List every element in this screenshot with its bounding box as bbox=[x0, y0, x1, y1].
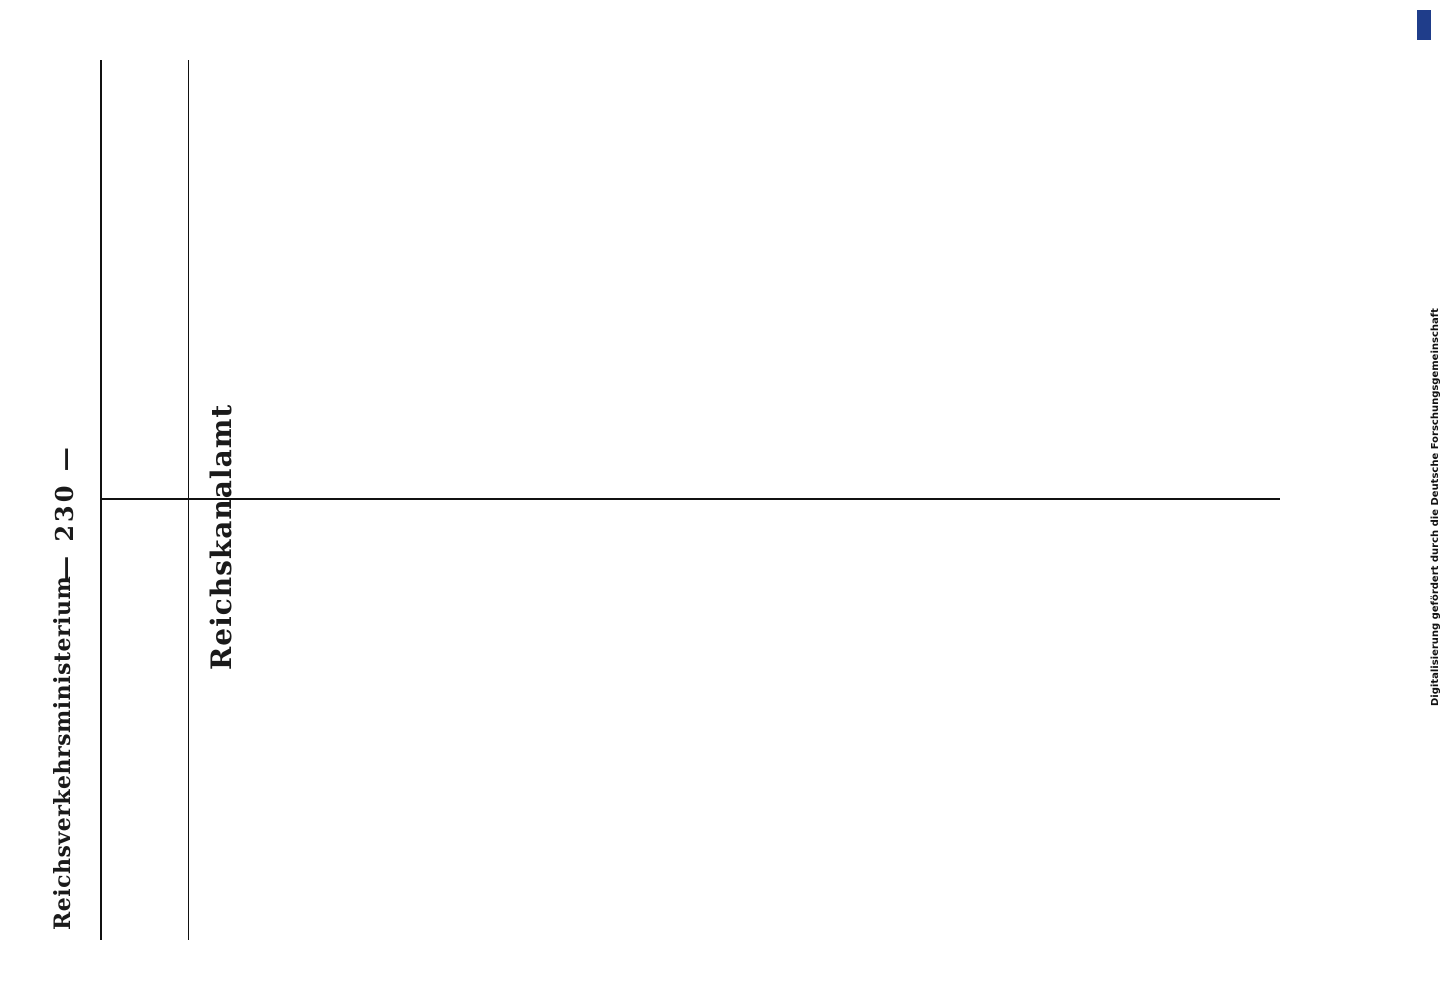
column-divider bbox=[100, 498, 1280, 500]
dfg-logo bbox=[1417, 10, 1431, 40]
page-number: — 230 — bbox=[50, 444, 79, 580]
header-rule bbox=[100, 60, 102, 940]
side-credit-strip bbox=[1416, 6, 1441, 994]
running-head-ministry: Reichsverkehrsministerium bbox=[50, 575, 76, 930]
side-credit-text: Digitalisierung gefördert durch die Deutsche Forschungsgemeinschaft bbox=[1430, 308, 1441, 706]
colhead-rule bbox=[188, 60, 189, 940]
section-title: Reichskanalamt bbox=[205, 403, 238, 670]
